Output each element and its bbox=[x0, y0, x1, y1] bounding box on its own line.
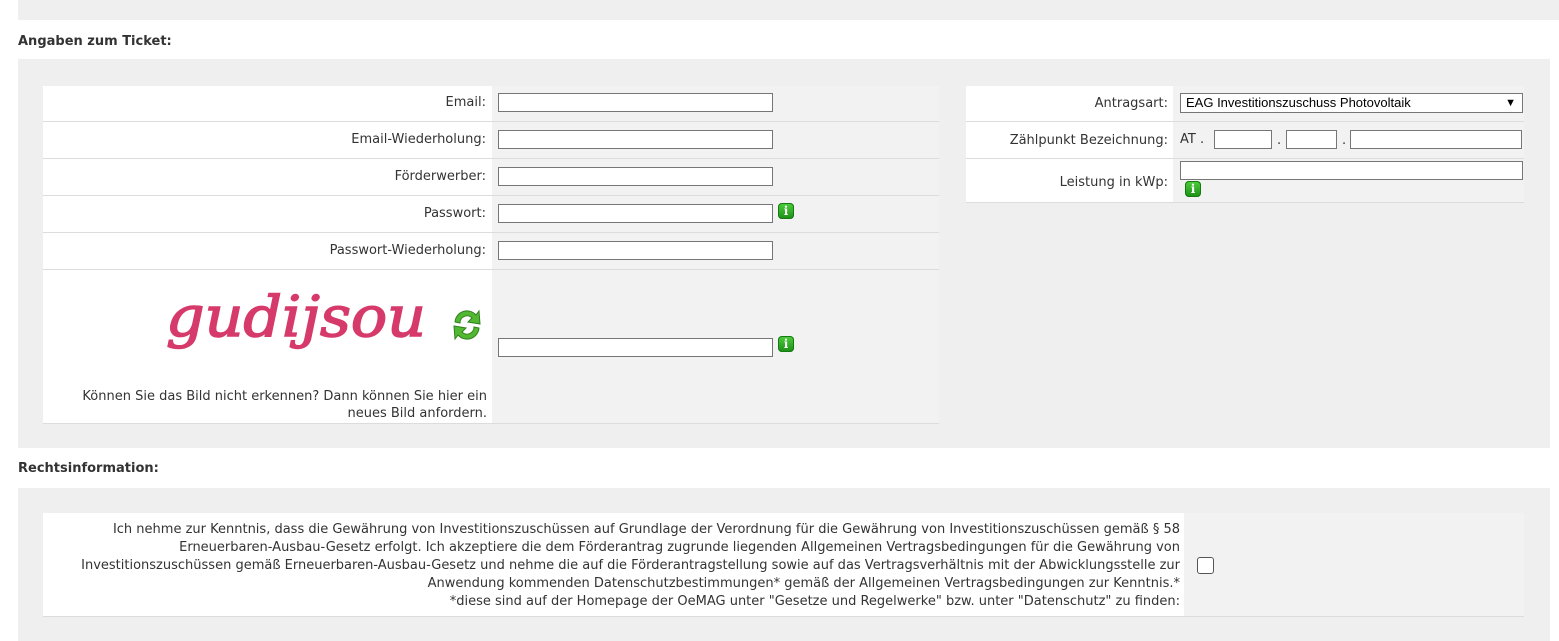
meter-label: Zählpunkt Bezeichnung: bbox=[1009, 133, 1168, 148]
password-label: Passwort: bbox=[423, 206, 486, 221]
legal-section-title: Rechtsinformation: bbox=[18, 461, 159, 476]
chevron-down-icon: ▼ bbox=[1505, 97, 1516, 109]
password-info-icon[interactable]: i bbox=[778, 203, 794, 219]
power-input[interactable] bbox=[1180, 161, 1523, 180]
refresh-icon[interactable] bbox=[449, 306, 485, 344]
password-input[interactable] bbox=[498, 204, 773, 223]
meter-dot-2: . bbox=[1342, 133, 1347, 148]
captcha-glyphs: gudijsou bbox=[166, 285, 426, 350]
top-panel-strip bbox=[18, 0, 1559, 20]
meter-dot-1: . bbox=[1277, 133, 1282, 148]
email-repeat-input[interactable] bbox=[498, 130, 773, 149]
applicant-input[interactable] bbox=[498, 167, 773, 186]
password-repeat-label: Passwort-Wiederholung: bbox=[329, 243, 486, 258]
captcha-input[interactable] bbox=[498, 338, 773, 357]
email-repeat-row bbox=[43, 122, 939, 159]
legal-accept-checkbox[interactable] bbox=[1197, 557, 1214, 574]
applicant-label: Förderwerber: bbox=[394, 169, 486, 184]
application-type-label: Antragsart: bbox=[1094, 96, 1168, 111]
email-repeat-label: Email-Wiederholung: bbox=[351, 132, 486, 147]
legal-terms: Ich nehme zur Kenntnis, dass die Gewährung von Investitionszuschüssen auf Grundlage der Verordnung für die Gewährung von Investitionszuschüssen gemäß § 58 Erneuerbaren-Ausbau-Gesetz erfolgt. Ich akzeptiere die dem Förderantrag zugrunde liegenden Allgemeinen Vertragsbedingungen für die Gewährung von Investitionszuschüssen gemäß Erneuerbaren-Ausbau-Gesetz und nehme die auf die Förderantragstellung sowie auf das Vertragsverhältnis mit der Abwicklungsstelle zur Anwendung kommenden Datenschutzbestimmungen* gemäß der Allgemeinen Vertragsbedingungen zur Kenntnis.* bbox=[81, 522, 1180, 591]
application-type-value: EAG Investitionszuschuss Photovoltaik bbox=[1186, 95, 1411, 110]
meter-part1-input[interactable] bbox=[1214, 130, 1272, 149]
ticket-section-title: Angaben zum Ticket: bbox=[18, 34, 172, 49]
power-info-icon[interactable]: i bbox=[1185, 181, 1201, 197]
email-label: Email: bbox=[445, 95, 486, 110]
meter-part3-input[interactable] bbox=[1350, 130, 1522, 149]
password-row bbox=[43, 196, 939, 233]
password-repeat-row bbox=[43, 233, 939, 270]
captcha-info-icon[interactable]: i bbox=[778, 336, 794, 352]
legal-footnote: *diese sind auf der Homepage der OeMAG unter "Gesetze und Regelwerke" bzw. unter "Datenschutz" zu finden: bbox=[449, 594, 1180, 609]
meter-part2-input[interactable] bbox=[1286, 130, 1337, 149]
power-label: Leistung in kWp: bbox=[1059, 175, 1168, 190]
meter-prefix: AT . bbox=[1180, 132, 1205, 147]
application-type-select[interactable] bbox=[1180, 93, 1523, 113]
legal-text bbox=[70, 521, 1180, 611]
captcha-image bbox=[160, 274, 432, 366]
applicant-row bbox=[43, 159, 939, 196]
email-input[interactable] bbox=[498, 93, 773, 112]
email-row bbox=[43, 86, 939, 122]
captcha-hint[interactable]: Können Sie das Bild nicht erkennen? Dann können Sie hier ein neues Bild anfordern. bbox=[82, 389, 487, 421]
password-repeat-input[interactable] bbox=[498, 241, 773, 260]
